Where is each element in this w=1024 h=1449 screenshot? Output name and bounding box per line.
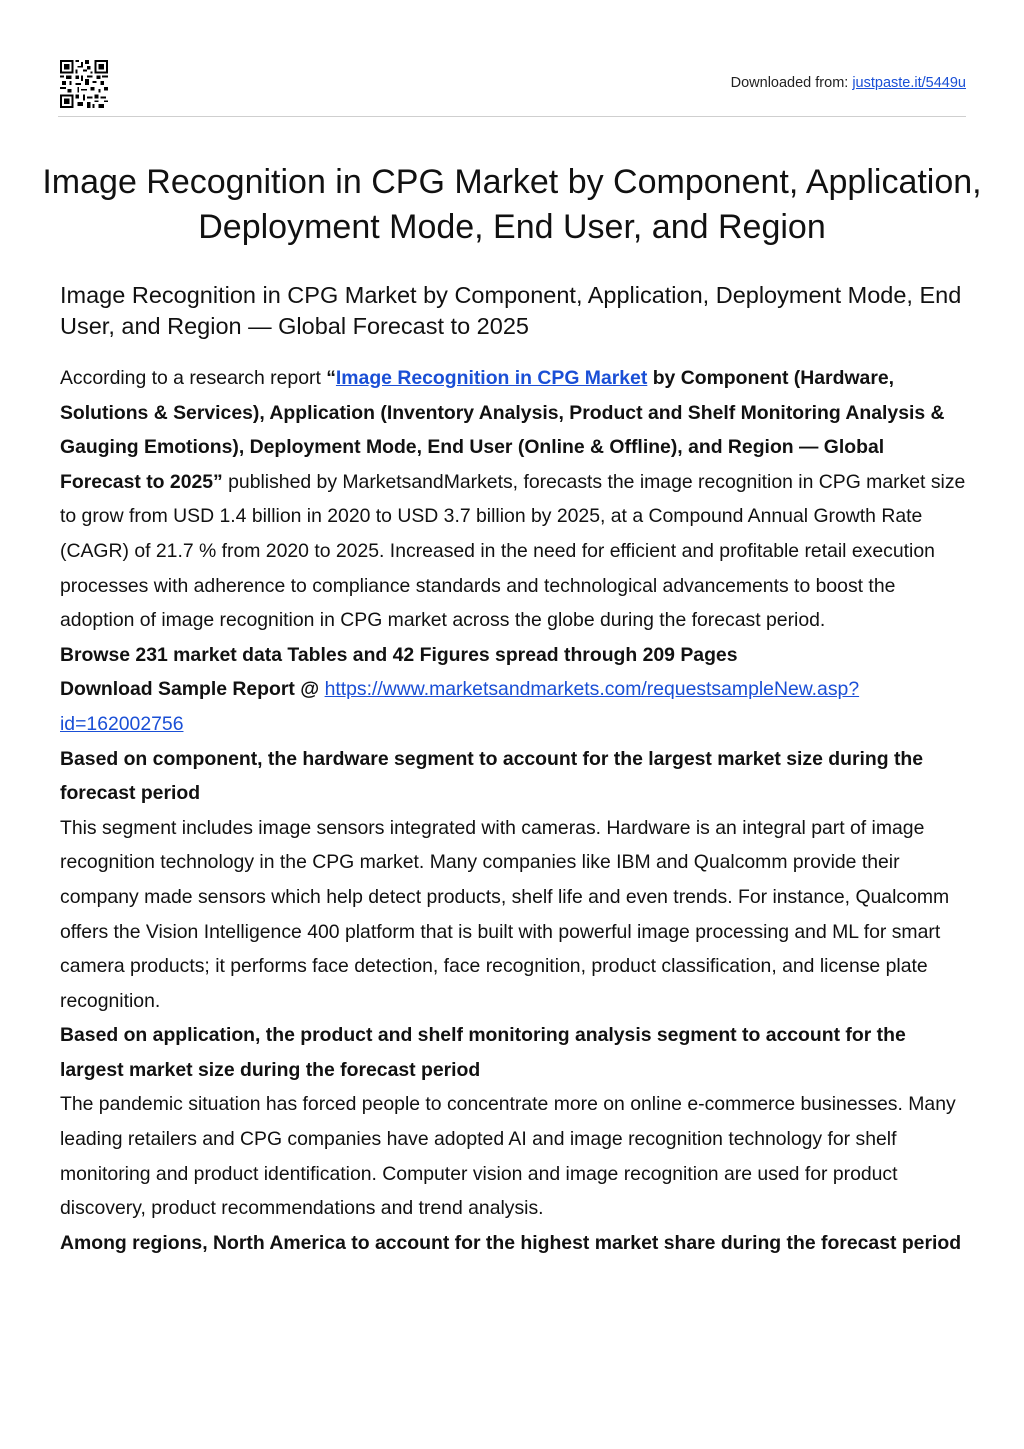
downloaded-label: Downloaded from: — [730, 75, 849, 91]
download-source — [731, 75, 966, 91]
section-heading-application: Based on application, the product and shelf monitoring analysis segment to account for the largest market size during the forecast period — [60, 1024, 906, 1081]
source-link[interactable]: justpaste.it/5449u — [852, 75, 966, 91]
browse-line: Browse 231 market data Tables and 42 Figures spread through 209 Pages — [60, 643, 738, 666]
report-title-rest: by Component (Hardware, Solutions & Services), Application (Inventory Analysis, Product and Shelf Monitoring Analysis & Gauging Emotions), Deployment Mode, End User (Online & Offline), and Region — Global Forecast to 2025” — [60, 367, 945, 493]
section-heading-regions: Among regions, North America to account for the highest market share during the forecast period — [60, 1231, 962, 1254]
qr-code-icon — [60, 60, 108, 108]
download-sample-label: Download Sample Report @ — [60, 678, 325, 701]
sample-report-link[interactable]: https://www.marketsandmarkets.com/requestsampleNew.asp? id=162002756 — [60, 678, 860, 735]
section-text-component: This segment includes image sensors integrated with cameras. Hardware is an integral part of image recognition technology in the CPG market. Many companies like IBM and Qualcomm provide their company made sensors which help detect products, shelf life and even trends. For instance, Qualcomm offers the Vision Intelligence 400 platform that is built with powerful image processing and ML for smart camera products; it performs face detection, face recognition, product classification, and license plate recognition. — [60, 816, 950, 1012]
intro-paragraph — [60, 361, 966, 638]
section-text-application: The pandemic situation has forced people to concentrate more on online e-commerce businesses. Many leading retailers and CPG companies have adopted AI and image recognition technology for shelf monitoring and product identification. Computer vision and image recognition are used for product discovery, product recommendations and trend analysis. — [60, 1093, 956, 1220]
intro-lead: According to a research report — [60, 367, 327, 389]
section-heading-component: Based on component, the hardware segment to account for the largest market size during the forecast period — [60, 747, 924, 805]
article-body — [60, 361, 966, 1260]
page-title: Image Recognition in CPG Market by Component, Application, Deployment Mode, End User, and Region — [42, 163, 982, 246]
header-divider — [58, 116, 966, 117]
report-link[interactable]: Image Recognition in CPG Market — [335, 367, 648, 389]
intro-quote-open: “ — [326, 367, 336, 389]
intro-text: published by MarketsandMarkets, forecasts the image recognition in CPG market size to grow from USD 1.4 billion in 2020 to USD 3.7 billion by 2025, at a Compound Annual Growth Rate (CAGR) of 21.7 % from 2020 to 2025. Increased in the need for efficient and profitable retail execution processes with adherence to compliance standards and technological advancements to boost the adoption of image recognition in CPG market across the globe during the forecast period. — [60, 470, 966, 632]
download-sample-line — [60, 672, 966, 741]
page-subtitle: Image Recognition in CPG Market by Component, Application, Deployment Mode, End User, and Region — Global Forecast to 2025 — [60, 282, 962, 339]
